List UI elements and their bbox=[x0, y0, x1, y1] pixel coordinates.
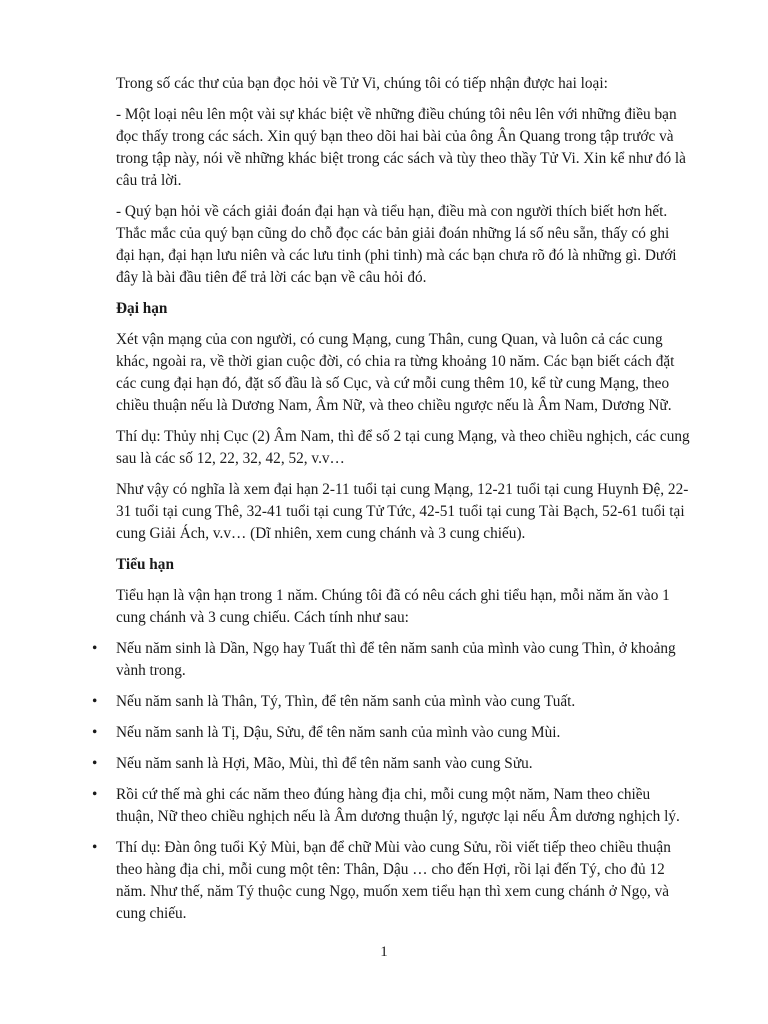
dai-han-paragraph-1: Xét vận mạng của con người, có cung Mạng, cung Thân, cung Quan, và luôn cả các cung khác, ngoài ra, về thời gian cuộc đời, có chia ra từng khoảng 10 năm. Các bạn biết cách đặt các cung đại hạn đó, đặt số đầu là số Cục, và cứ mỗi cung thêm 10, kể từ cung Mạng, theo chiều thuận nếu là Dương Nam, Âm Nữ, và theo chiều ngược nếu là Âm Nam, Dương Nữ. bbox=[116, 331, 675, 414]
intro-paragraph-1: Trong số các thư của bạn đọc hỏi về Tử Vi, chúng tôi có tiếp nhận được hai loại: bbox=[116, 75, 608, 92]
tieu-han-paragraph: Tiểu hạn là vận hạn trong 1 năm. Chúng tôi đã có nêu cách ghi tiểu hạn, mỗi năm ăn vào 1 cung chánh và 3 cung chiếu. Cách tính như sau: bbox=[116, 587, 670, 626]
list-item: • Nếu năm sinh là Dần, Ngọ hay Tuất thì để tên năm sanh của mình vào cung Thìn, ở khoảng vành trong. bbox=[116, 638, 691, 682]
document-page bbox=[116, 73, 691, 934]
tieu-han-bullet-list bbox=[116, 638, 691, 925]
list-item: • Nếu năm sanh là Hợi, Mão, Mùi, thì để tên năm sanh vào cung Sửu. bbox=[116, 753, 691, 775]
intro-paragraph-3: - Quý bạn hỏi về cách giải đoán đại hạn và tiểu hạn, điều mà con người thích biết hơn hết. Thắc mắc của quý bạn cũng do chỗ đọc các bản giải đoán những lá số nêu sẵn, thấy có ghi đại hạn, đại hạn lưu niên và các lưu tinh (phi tinh) mà các bạn chưa rõ đó là những gì. Dưới đây là bài đầu tiên để trả lời các bạn về câu hỏi đó. bbox=[116, 203, 677, 286]
list-item: • Thí dụ: Đàn ông tuổi Kỷ Mùi, bạn để chữ Mùi vào cung Sửu, rồi viết tiếp theo chiều thuận theo hàng địa chi, mỗi cung một tên: Thân, Dậu … cho đến Hợi, rồi lại đến Tý, cho đủ 12 năm. Như thế, năm Tý thuộc cung Ngọ, muốn xem tiểu hạn thì xem cung chánh ở Ngọ, và cung chiếu. bbox=[116, 837, 691, 925]
list-item: • Nếu năm sanh là Tị, Dậu, Sửu, để tên năm sanh của mình vào cung Mùi. bbox=[116, 722, 691, 744]
list-item: • Nếu năm sanh là Thân, Tý, Thìn, để tên năm sanh của mình vào cung Tuất. bbox=[116, 691, 691, 713]
dai-han-heading: Đại hạn bbox=[116, 300, 168, 317]
list-item: • Rồi cứ thế mà ghi các năm theo đúng hàng địa chi, mỗi cung một năm, Nam theo chiều thuận, Nữ theo chiều nghịch nếu là Âm dương thuận lý, ngược lại nếu Âm dương nghịch lý. bbox=[116, 784, 691, 828]
page-number: 1 bbox=[380, 944, 388, 960]
dai-han-paragraph-2: Thí dụ: Thủy nhị Cục (2) Âm Nam, thì để số 2 tại cung Mạng, và theo chiều nghịch, các cung sau là các số 12, 22, 32, 42, 52, v.v… bbox=[116, 428, 690, 467]
intro-paragraph-2: - Một loại nêu lên một vài sự khác biệt về những điều chúng tôi nêu lên với những điều bạn đọc thấy trong các sách. Xin quý bạn theo dõi hai bài của ông Ân Quang trong tập trước và trong tập này, nói về những khác biệt trong các sách và tùy theo thầy Tử Vi. Xin kể như đó là câu trả lời. bbox=[116, 106, 686, 189]
dai-han-paragraph-3: Như vậy có nghĩa là xem đại hạn 2-11 tuổi tại cung Mạng, 12-21 tuổi tại cung Huynh Đệ, 22-31 tuổi tại cung Thê, 32-41 tuổi tại cung Tử Tức, 42-51 tuổi tại cung Tài Bạch, 52-61 tuổi tại cung Giải Ách, v.v… (Dĩ nhiên, xem cung chánh và 3 cung chiếu). bbox=[116, 481, 689, 542]
tieu-han-heading: Tiểu hạn bbox=[116, 556, 174, 573]
